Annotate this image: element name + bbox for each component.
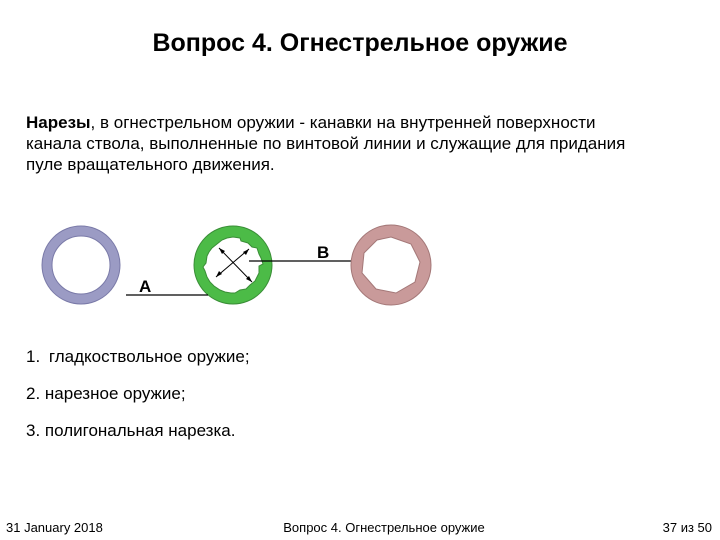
option-text: полигональная нарезка. (44, 421, 236, 440)
definition-paragraph (26, 112, 626, 175)
rifled-bore-ring (194, 226, 272, 304)
list-item (26, 421, 626, 458)
polygonal-bore-ring (351, 225, 431, 305)
label-b: В (317, 243, 330, 262)
footer-page-number: 37 из 50 (662, 520, 712, 535)
smooth-bore-ring (47, 231, 115, 299)
option-number: 3. (26, 421, 41, 440)
footer-title: Вопрос 4. Огнестрельное оружие (283, 520, 485, 535)
answer-options-list (26, 347, 626, 458)
slide-title: Вопрос 4. Огнестрельное оружие (152, 29, 568, 57)
option-number: 1. (26, 347, 41, 366)
barrel-diagram (26, 216, 446, 316)
definition-term: Нарезы (26, 113, 91, 132)
list-item (26, 384, 626, 421)
option-text: нарезное оружие; (44, 384, 186, 403)
footer-date: 31 January 2018 (6, 520, 103, 535)
list-item (26, 347, 626, 384)
label-a: А (139, 277, 152, 296)
option-text: гладкоствольное оружие; (44, 347, 250, 366)
barrel-cross-section-figure (26, 216, 446, 316)
definition-text: , в огнестрельном оружии - канавки на внутренней поверхности канала ствола, выполненные по винтовой линии и служащие для придания пуле вращательного движения. (26, 113, 626, 174)
option-number: 2. (26, 384, 41, 403)
